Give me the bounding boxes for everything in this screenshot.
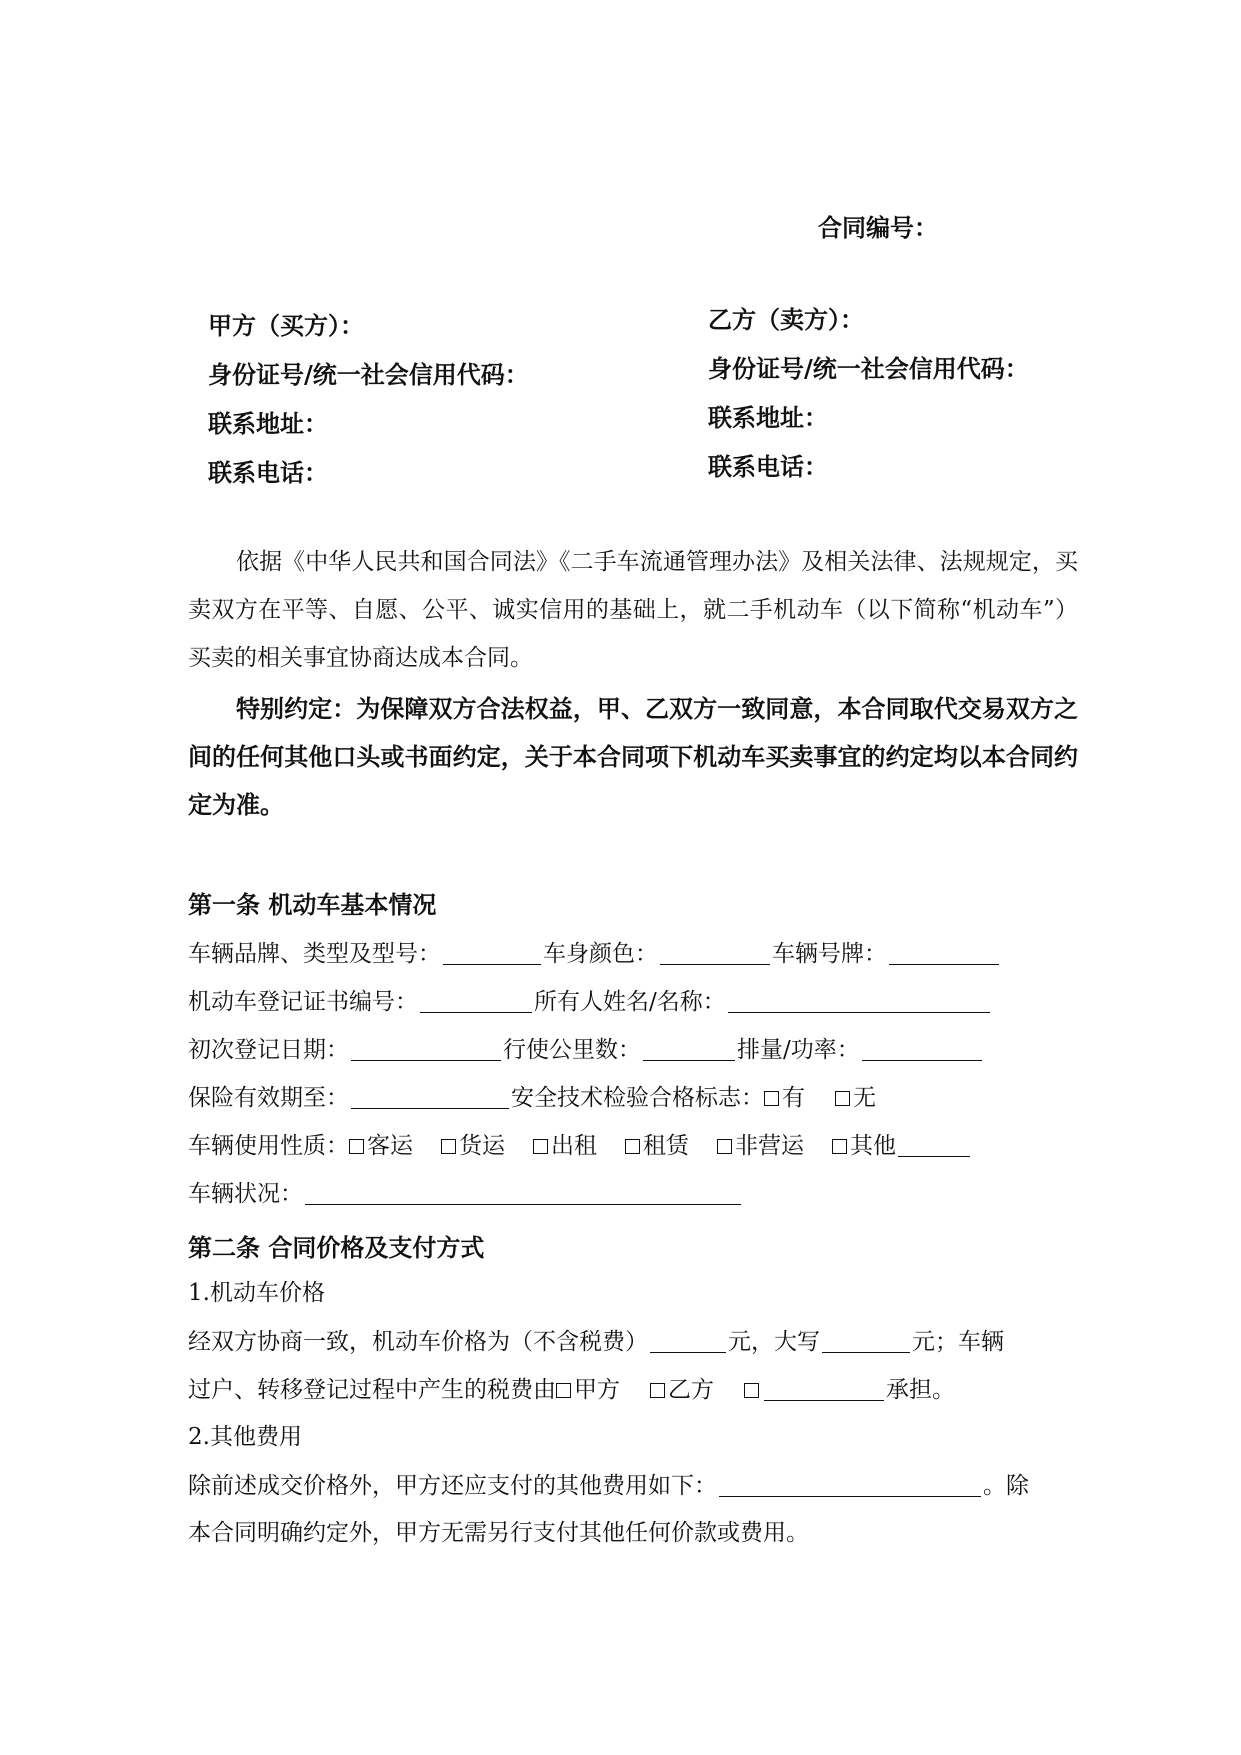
article1-title: 第一条 机动车基本情况	[188, 890, 437, 919]
party-a-title: 甲方（买方）：	[208, 311, 364, 340]
usage-checkbox-freight[interactable]	[441, 1139, 456, 1154]
owner-label: 所有人姓名/名称：	[534, 989, 726, 1015]
safety-label: 安全技术检验合格标志：	[511, 1085, 764, 1111]
intro-paragraph: 依据《中华人民共和国合同法》《二手车流通管理办法》及相关法律、法规规定，买卖双方在平等、自愿、公平、诚实信用的基础上，就二手机动车（以下简称“机动车”）买卖的相关事宜协商达成本合同。	[188, 549, 1078, 671]
cert-label: 机动车登记证书编号：	[188, 989, 418, 1015]
article2-price-line	[188, 1326, 1004, 1356]
mileage-label: 行使公里数：	[503, 1037, 641, 1063]
condition-blank[interactable]	[305, 1178, 741, 1205]
usage-checkbox-lease[interactable]	[625, 1139, 640, 1154]
usage-option-other: 其他	[850, 1133, 896, 1159]
price-number-blank[interactable]	[650, 1326, 726, 1353]
usage-option-passenger: 客运	[367, 1133, 413, 1159]
owner-blank[interactable]	[728, 986, 990, 1013]
other-text-b: 。除	[983, 1473, 1029, 1499]
article2-tax-line	[188, 1374, 955, 1404]
article1-row-condition	[188, 1178, 743, 1208]
other-fees-blank[interactable]	[719, 1470, 981, 1497]
color-label: 车身颜色：	[543, 941, 658, 967]
safety-yes-label: 有	[782, 1085, 805, 1111]
party-a-phone-label: 联系电话：	[208, 458, 328, 487]
usage-option-taxi: 出租	[551, 1133, 597, 1159]
insurance-label: 保险有效期至：	[188, 1085, 349, 1111]
article2-other-line2: 本合同明确约定外，甲方无需另行支付其他任何价款或费用。	[188, 1520, 809, 1546]
price-words-blank[interactable]	[822, 1326, 910, 1353]
article1-row-brand	[188, 938, 1001, 968]
article1-row-insurance	[188, 1082, 876, 1112]
party-b-address-label: 联系地址：	[708, 403, 828, 432]
tax-other-blank[interactable]	[764, 1374, 884, 1401]
displacement-blank[interactable]	[862, 1034, 982, 1061]
tax-other-checkbox[interactable]	[744, 1383, 759, 1398]
condition-label: 车辆状况：	[188, 1181, 303, 1207]
plate-label: 车辆号牌：	[772, 941, 887, 967]
safety-yes-checkbox[interactable]	[764, 1091, 779, 1106]
safety-no-checkbox[interactable]	[835, 1091, 850, 1106]
first-reg-label: 初次登记日期：	[188, 1037, 349, 1063]
other-text: 除前述成交价格外，甲方还应支付的其他费用如下：	[188, 1473, 717, 1499]
usage-checkbox-other[interactable]	[832, 1139, 847, 1154]
usage-option-lease: 租赁	[643, 1133, 689, 1159]
tax-party-b-checkbox[interactable]	[650, 1383, 665, 1398]
safety-no-label: 无	[853, 1085, 876, 1111]
cert-blank[interactable]	[420, 986, 532, 1013]
first-reg-blank[interactable]	[351, 1034, 501, 1061]
tax-text: 过户、转移登记过程中产生的税费由	[188, 1377, 556, 1403]
article2-sub2-title: 2.其他费用	[188, 1424, 302, 1450]
party-b-phone-label: 联系电话：	[708, 452, 828, 481]
price-text: 经双方协商一致，机动车价格为（不含税费）	[188, 1329, 648, 1355]
price-unit2: 元；车辆	[912, 1329, 1004, 1355]
tax-party-a-label: 甲方	[574, 1377, 620, 1403]
usage-label: 车辆使用性质：	[188, 1133, 349, 1159]
price-unit: 元，大写	[728, 1329, 820, 1355]
article1-row-firstreg	[188, 1034, 984, 1064]
color-blank[interactable]	[660, 938, 770, 965]
usage-option-nonoperating: 非营运	[735, 1133, 804, 1159]
insurance-blank[interactable]	[351, 1082, 509, 1109]
usage-option-freight: 货运	[459, 1133, 505, 1159]
usage-checkbox-taxi[interactable]	[533, 1139, 548, 1154]
party-a-id-label: 身份证号/统一社会信用代码：	[208, 360, 529, 389]
plate-blank[interactable]	[889, 938, 999, 965]
brand-blank[interactable]	[443, 938, 541, 965]
tax-party-a-checkbox[interactable]	[556, 1383, 571, 1398]
usage-other-blank[interactable]	[898, 1130, 970, 1157]
contract-number-label: 合同编号：	[818, 213, 938, 242]
displacement-label: 排量/功率：	[737, 1037, 860, 1063]
tax-party-b-label: 乙方	[668, 1377, 714, 1403]
article2-sub1-title: 1.机动车价格	[188, 1280, 325, 1306]
special-clause: 特别约定：为保障双方合法权益，甲、乙双方一致同意，本合同取代交易双方之间的任何其他口头或书面约定，关于本合同项下机动车买卖事宜的约定均以本合同约定为准。	[188, 694, 1078, 819]
party-a-address-label: 联系地址：	[208, 409, 328, 438]
article1-row-cert	[188, 986, 992, 1016]
usage-checkbox-passenger[interactable]	[349, 1139, 364, 1154]
mileage-blank[interactable]	[643, 1034, 735, 1061]
article2-other-line	[188, 1470, 1029, 1500]
usage-checkbox-nonoperating[interactable]	[717, 1139, 732, 1154]
article1-row-usage	[188, 1130, 972, 1160]
party-b-title: 乙方（卖方）：	[708, 305, 864, 334]
article2-title: 第二条 合同价格及支付方式	[188, 1233, 485, 1262]
tax-suffix: 承担。	[886, 1377, 955, 1403]
party-b-id-label: 身份证号/统一社会信用代码：	[708, 354, 1029, 383]
brand-label: 车辆品牌、类型及型号：	[188, 941, 441, 967]
